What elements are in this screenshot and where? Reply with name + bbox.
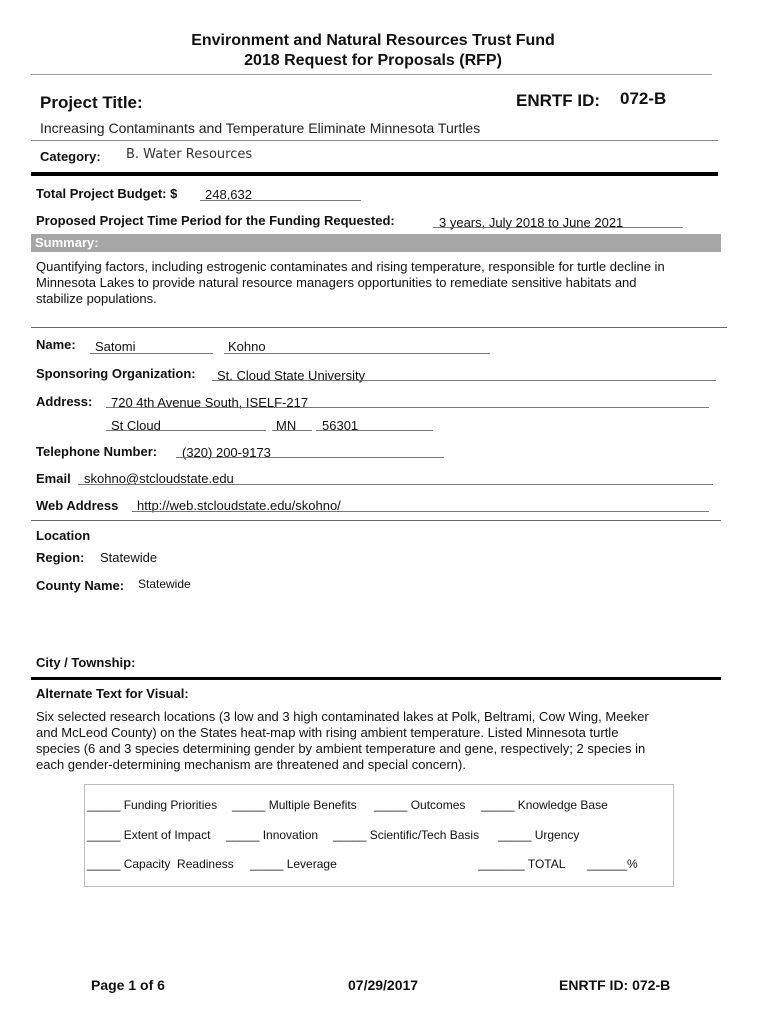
zip-underline <box>316 417 433 431</box>
name-label: Name: <box>36 337 76 352</box>
document-subtitle: 2018 Request for Proposals (RFP) <box>244 52 502 69</box>
time-period-underline <box>433 213 683 228</box>
city-value: St Cloud <box>111 418 161 433</box>
budget-underline <box>200 186 361 201</box>
category-value: B. Water Resources <box>126 147 253 162</box>
score-capacity-readiness: _____ Capacity Readiness <box>87 857 234 871</box>
web-address-label: Web Address <box>36 498 119 513</box>
last-name-value: Kohno <box>228 339 266 354</box>
address-label: Address: <box>36 394 93 409</box>
alt-text-line-1: Six selected research locations (3 low and 3 high contaminated lakes at Polk, Beltrami, Cow Wing, Meeker <box>36 709 649 724</box>
header-divider <box>31 74 712 75</box>
city-underline <box>106 417 266 431</box>
organization-value: St. Cloud State University <box>217 368 366 383</box>
region-value: Statewide <box>100 550 158 565</box>
score-urgency: _____ Urgency <box>498 828 580 842</box>
category-label: Category: <box>40 149 101 164</box>
summary-line-1: Quantifying factors, including estrogenic contaminates and rising temperature, responsible for turtle decline in <box>36 259 665 274</box>
footer-date: 07/29/2017 <box>348 977 419 993</box>
county-value: Statewide <box>138 577 191 591</box>
category-divider <box>31 172 718 176</box>
email-label: Email <box>36 471 71 486</box>
project-title-value: Increasing Contaminants and Temperature Eliminate Minnesota Turtles <box>40 120 481 136</box>
budget-label: Total Project Budget: $ <box>36 186 178 201</box>
email-underline <box>78 471 713 485</box>
budget-value: 248,632 <box>205 187 252 202</box>
first-name-underline <box>90 339 213 354</box>
phone-label: Telephone Number: <box>36 444 158 459</box>
document-title: Environment and Natural Resources Trust Fund <box>191 32 555 49</box>
web-address-underline <box>132 498 709 512</box>
footer-page-number: Page 1 of 6 <box>91 977 165 993</box>
phone-underline <box>176 444 444 458</box>
organization-label: Sponsoring Organization: <box>36 366 196 381</box>
summary-line-2: Minnesota Lakes to provide natural resource managers opportunities to remediate sensitive habitats and <box>36 275 637 290</box>
time-period-label: Proposed Project Time Period for the Funding Requested: <box>36 213 395 228</box>
web-address-value[interactable]: http://web.stcloudstate.edu/skohno/ <box>137 498 341 513</box>
organization-underline <box>212 367 716 381</box>
last-name-underline <box>224 339 490 354</box>
score-percent: ______% <box>587 857 638 871</box>
score-extent-of-impact: _____ Extent of Impact <box>87 828 211 842</box>
address-underline <box>106 394 709 408</box>
county-label: County Name: <box>36 578 125 593</box>
alt-text-line-3: species (6 and 3 species determining gender by ambient temperature and gene, respectively; 2 species in <box>36 741 646 756</box>
score-outcomes: _____ Outcomes <box>374 798 466 812</box>
state-value: MN <box>276 418 297 433</box>
contact-divider <box>31 520 721 521</box>
state-underline <box>272 417 312 431</box>
project-title-label: Project Title: <box>40 93 143 112</box>
score-multiple-benefits: _____ Multiple Benefits <box>232 798 357 812</box>
footer-enrtf-id: ENRTF ID: 072-B <box>559 977 671 993</box>
phone-value: (320) 200-9173 <box>182 445 271 460</box>
enrtf-id-label: ENRTF ID: <box>516 91 601 110</box>
location-divider <box>31 677 721 680</box>
enrtf-id-value: 072-B <box>620 89 667 108</box>
score-knowledge-base: _____ Knowledge Base <box>481 798 608 812</box>
first-name-value: Satomi <box>95 339 136 354</box>
score-innovation: _____ Innovation <box>226 828 319 842</box>
zip-value: 56301 <box>322 418 359 433</box>
alt-text-line-2: and McLeod County) on the States heat-map with rising ambient temperature. Listed Minnesota turtle <box>36 725 619 740</box>
email-value[interactable]: skohno@stcloudstate.edu <box>84 471 234 486</box>
summary-header: Summary: <box>31 234 721 252</box>
time-period-value: 3 years, July 2018 to June 2021 <box>439 215 624 230</box>
score-leverage: _____ Leverage <box>250 857 337 871</box>
summary-line-3: stabilize populations. <box>36 291 157 306</box>
summary-divider <box>31 327 727 328</box>
score-funding-priorities: _____ Funding Priorities <box>87 798 218 812</box>
alt-text-line-4: each gender-determining mechanism are threatened and special concern). <box>36 757 466 772</box>
score-total: _______ TOTAL <box>478 857 566 871</box>
alt-text-label: Alternate Text for Visual: <box>36 686 189 701</box>
title-divider <box>31 140 718 141</box>
location-heading: Location <box>36 528 91 543</box>
address-line-1: 720 4th Avenue South, ISELF-217 <box>111 395 309 410</box>
city-township-label: City / Township: <box>36 655 136 670</box>
score-scientific-tech-basis: _____ Scientific/Tech Basis <box>333 828 480 842</box>
region-label: Region: <box>36 550 85 565</box>
